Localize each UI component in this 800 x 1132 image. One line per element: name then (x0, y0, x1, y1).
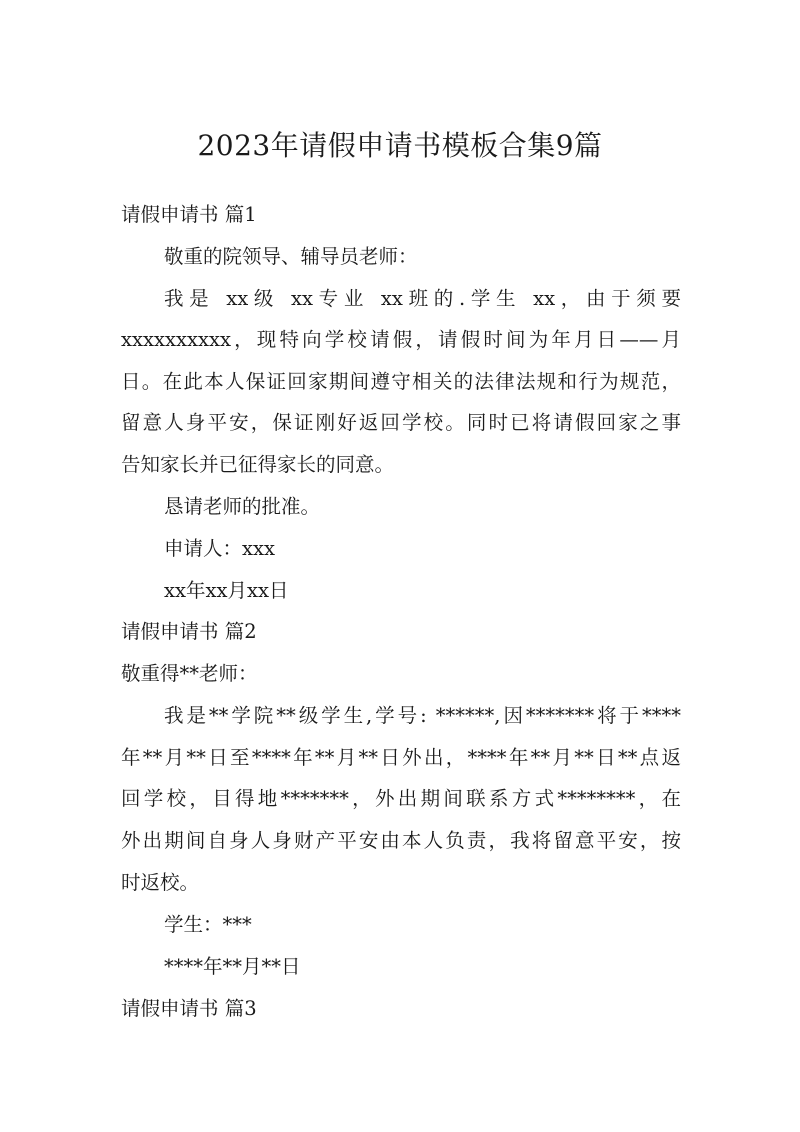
body-line-1-1: 我是 xx级 xx专业 xx班的.学生 xx，由于须要 (164, 287, 681, 310)
body-line-1-2: xxxxxxxxxx，现特向学校请假，请假时间为年月日——月 (121, 328, 681, 351)
body-line-1-4: 留意人身平安，保证刚好返回学校。同时已将请假回家之事 (121, 411, 681, 434)
date-line-1: xx年xx月xx日 (164, 579, 289, 602)
date-line-2: ****年**月**日 (164, 955, 301, 978)
body-line-2-1: 我是**学院**级学生,学号: ******,因*******将于**** (164, 704, 681, 727)
section-heading-1: 请假申请书 篇1 (121, 203, 257, 226)
section-heading-2: 请假申请书 篇2 (121, 620, 257, 643)
request-text: 恳请老师的批准。 (164, 495, 321, 518)
applicant-line: 申请人：xxx (164, 537, 275, 560)
section-heading-3: 请假申请书 篇3 (121, 997, 257, 1020)
body-line-2-4: 外出期间自身人身财产平安由本人负责，我将留意平安，按 (121, 829, 681, 852)
body-line-2-2: 年**月**日至****年**月**日外出，****年**月**日**点返 (121, 746, 681, 769)
body-line-1-3: 日。在此本人保证回家期间遵守相关的法律法规和行为规范， (121, 370, 681, 393)
document-title: 2023年请假申请书模板合集9篇 (197, 129, 603, 162)
body-line-1-5: 告知家长并已征得家长的同意。 (121, 453, 395, 476)
salutation-2: 敬重得**老师： (121, 662, 258, 685)
student-line: 学生：*** (164, 913, 252, 936)
body-line-2-5: 时返校。 (121, 871, 200, 894)
salutation-1: 敬重的院领导、辅导员老师： (164, 245, 418, 268)
body-line-2-3: 回学校，目得地*******，外出期间联系方式********，在 (121, 787, 681, 810)
